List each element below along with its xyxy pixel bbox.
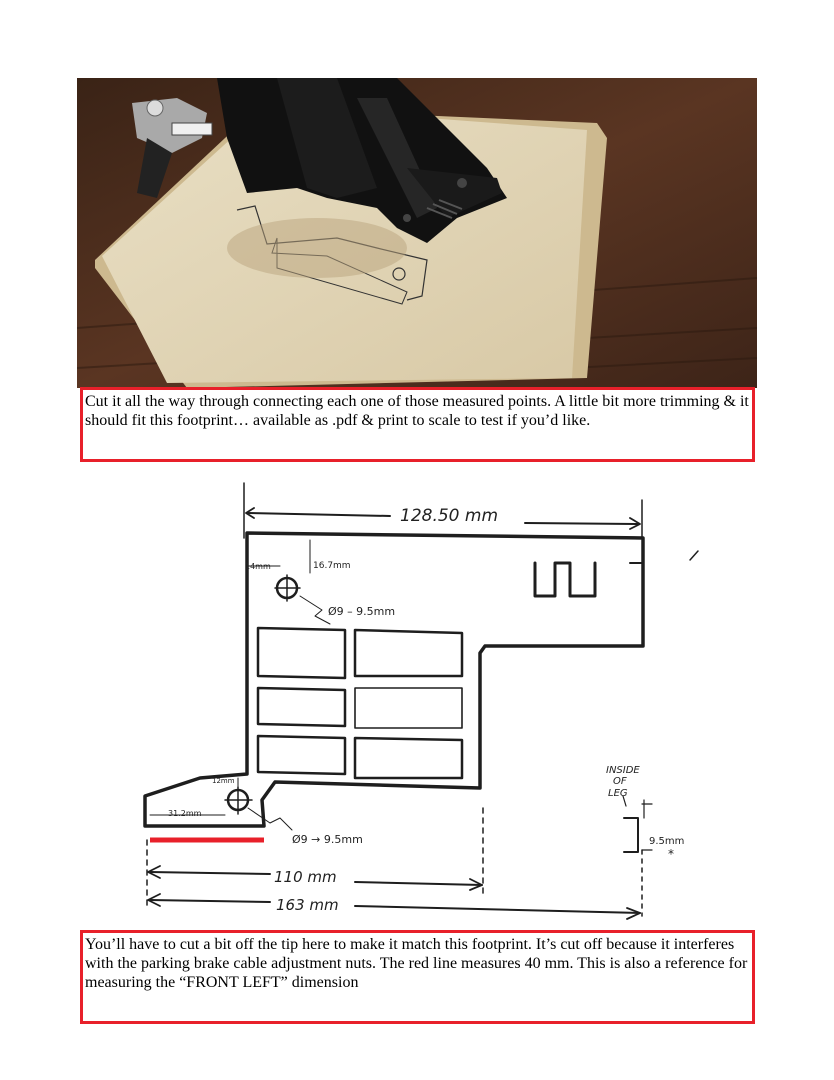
inside-label-1: INSIDE xyxy=(606,765,640,776)
part-photo xyxy=(77,78,757,388)
dim-128-50-label: 128.50 mm xyxy=(400,506,499,526)
dim-163-label: 163 mm xyxy=(276,896,339,914)
top-caption: Cut it all the way through connecting each one of those measured points. A little bit more trimming & it should fit this footprint… available as .pdf & print to scale to test if you’d like. xyxy=(80,387,755,462)
inside-label-2: OF xyxy=(613,776,627,787)
star-mark: * xyxy=(668,847,674,861)
dim-9-5-label: 9.5mm xyxy=(649,836,685,847)
bottom-caption: You’ll have to cut a bit off the tip here to make it match this footprint. It’s cut off because it interferes with the parking brake cable adjustment nuts. The red line measures 40 mm. This is also a reference for measuring the “FRONT LEFT” dimension xyxy=(80,930,755,1024)
dim-31-2-label: 31.2mm xyxy=(168,809,202,818)
dim-110-label: 110 mm xyxy=(274,868,337,886)
footprint-sketch xyxy=(130,478,710,923)
bottom-hole-label: Ø9 → 9.5mm xyxy=(292,833,363,846)
top-hole-label: Ø9 – 9.5mm xyxy=(328,605,396,618)
dim-16-7-label: 16.7mm xyxy=(313,561,351,571)
inside-label-3: LEG xyxy=(608,788,628,799)
dim-14-label: 14mm xyxy=(245,562,271,571)
dim-12-label: 12mm xyxy=(212,777,235,785)
